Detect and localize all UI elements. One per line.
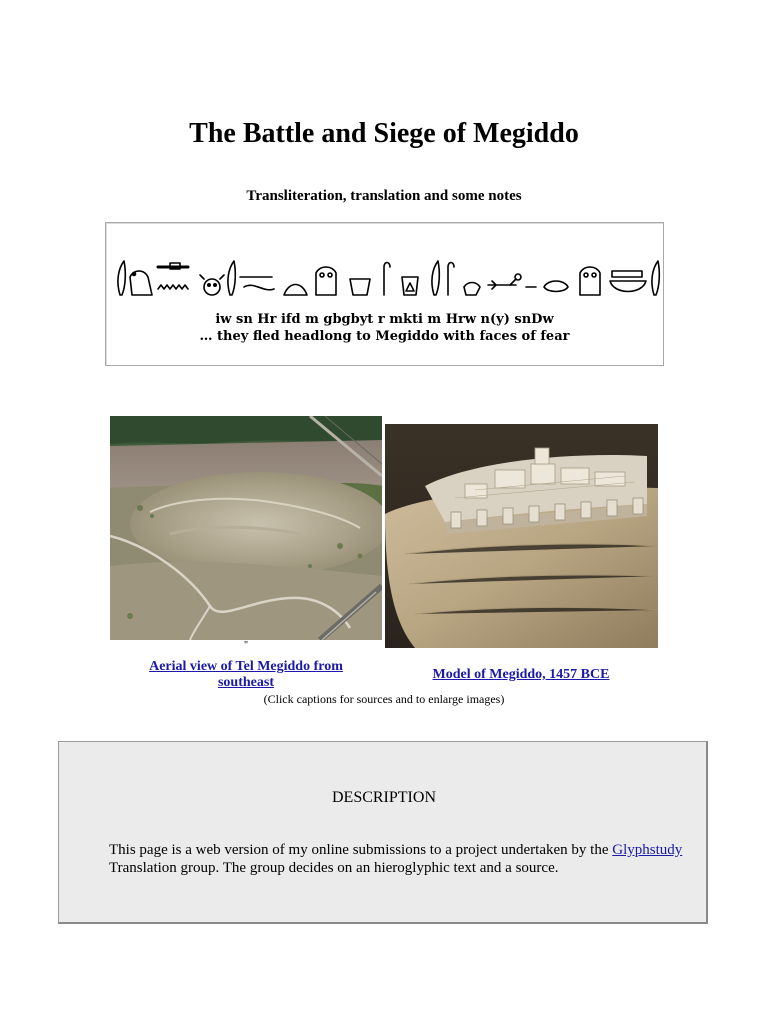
page-title: The Battle and Siege of Megiddo bbox=[189, 118, 579, 149]
page-subtitle: Transliteration, translation and some notes bbox=[246, 188, 522, 204]
hieroglyph-panel bbox=[105, 222, 664, 366]
glyphstudy-link[interactable]: Glyphstudy bbox=[612, 842, 683, 858]
translation-text: … they fled headlong to Megiddo with faces of fear bbox=[199, 329, 570, 344]
aerial-caption-text[interactable]: Aerial view of Tel Megiddo from southeast bbox=[149, 659, 343, 690]
description-panel bbox=[58, 741, 708, 924]
description-heading: DESCRIPTION bbox=[331, 789, 436, 806]
transliteration-text: iw sn Hr ifd m gbgbyt r mkti m Hrw n(y) snDw bbox=[215, 312, 554, 327]
description-text-start: This page is a web version of my online submissions to a project undertaken by the bbox=[109, 842, 613, 858]
model-photo bbox=[385, 424, 658, 648]
stray-mark: " bbox=[244, 640, 249, 651]
model-caption-text[interactable]: Model of Megiddo, 1457 BCE bbox=[432, 667, 610, 682]
description-text-end: Translation group. The group decides on an hieroglyphic text and a source. bbox=[109, 860, 559, 876]
hieroglyph-image bbox=[114, 237, 664, 297]
click-note: (Click captions for sources and to enlarge images) bbox=[263, 692, 505, 706]
description-text bbox=[109, 841, 689, 877]
model-caption-link[interactable] bbox=[390, 667, 652, 683]
aerial-caption-link[interactable] bbox=[130, 659, 362, 691]
aerial-photo bbox=[110, 416, 382, 640]
